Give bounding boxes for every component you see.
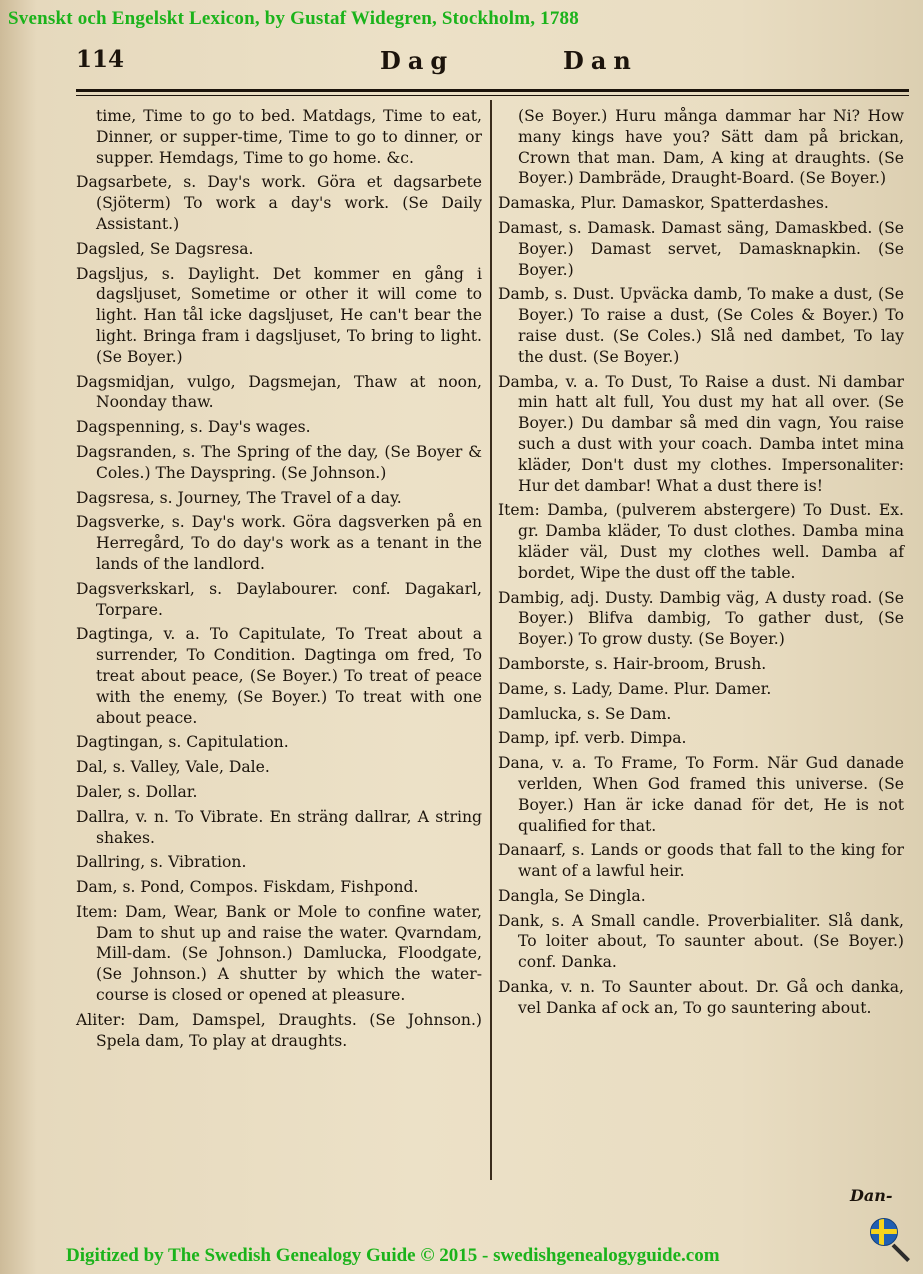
digitization-banner: Svenskt och Engelskt Lexicon, by Gustaf Widegren, Stockholm, 1788 — [8, 8, 579, 29]
entry-damba: Damba, v. a. To Dust, To Raise a dust. Ni dambar min hatt alt full, You dust my hat all over. (Se Boyer.) Du dambar så med din vagn, You raise such a dust with your coach. Damba intet mina kläder, Don't dust my clothes. Impersonaliter: Hur det dambar! What a dust there is! — [498, 372, 904, 495]
entry-damba-item: Item: Damba, (pulverem abstergere) To Dust. Ex. gr. Damba kläder, To dust clothes. Damba mina kläder väl, Dust my clothes well. Damba af bordet, Wipe the dust off the table. — [498, 501, 904, 582]
entry-dagspenning: Dagspenning, s. Day's wages. — [76, 418, 311, 437]
entry-dangla: Dangla, Se Dingla. — [498, 886, 646, 905]
header-rule-thin — [76, 95, 909, 96]
entry-continuation: time, Time to go to bed. Matdags, Time to eat, Dinner, or supper-time, Time to go to dinner, or supper. Hemdags, Time to go home. &c. — [96, 107, 482, 167]
digitization-footer: Digitized by The Swedish Genealogy Guide © 2015 - swedishgenealogyguide.com — [66, 1245, 720, 1266]
entry-dana: Dana, v. a. To Frame, To Form. När Gud danade verlden, When God framed this universe. (Se Boyer.) Han är icke danad för det, He is not qualified for that. — [498, 754, 904, 835]
entry-dallring: Dallring, s. Vibration. — [76, 853, 247, 872]
entry-continuation: (Se Boyer.) Huru många dammar har Ni? How many kings have you? Sätt dam på brickan, Crown that man. Dam, A king at draughts. (Se Boyer.) Dambräde, Draught-Board. (Se Boyer.) — [518, 107, 904, 188]
entry-danka: Danka, v. n. To Saunter about. Dr. Gå och danka, vel Danka af ock an, To go sauntering about. — [498, 978, 904, 1017]
entry-damlucka: Damlucka, s. Se Dam. — [498, 704, 672, 723]
magnifier-handle-icon — [892, 1244, 910, 1262]
entry-dam-aliter: Aliter: Dam, Damspel, Draughts. (Se Johnson.) Spela dam, To play at draughts. — [76, 1010, 482, 1050]
entry-daler: Daler, s. Dollar. — [76, 782, 198, 801]
entry-dagsmidjan: Dagsmidjan, vulgo, Dagsmejan, Thaw at noon, Noonday thaw. — [76, 372, 482, 412]
entry-dagsarbete: Dagsarbete, s. Day's work. Göra et dagsarbete (Sjöterm) To work a day's work. (Se Daily Assistant.) — [76, 173, 482, 233]
catchword: Dan- — [850, 1186, 893, 1205]
page-number: 114 — [76, 46, 125, 73]
entry-dambig: Dambig, adj. Dusty. Dambig väg, A dusty road. (Se Boyer.) Blifva dambig, To gather dust, (Se Boyer.) To grow dusty. (Se Boyer.) — [498, 588, 904, 649]
left-column — [76, 106, 482, 1055]
entry-dallra: Dallra, v. n. To Vibrate. En sträng dallrar, A string shakes. — [76, 807, 482, 847]
entry-danaarf: Danaarf, s. Lands or goods that fall to the king for want of a lawful heir. — [498, 841, 904, 881]
column-divider — [490, 100, 492, 1180]
entry-damast: Damast, s. Damask. Damast säng, Damaskbed. (Se Boyer.) Damast servet, Damasknapkin. (Se Boyer.) — [498, 218, 904, 279]
entry-dal: Dal, s. Valley, Vale, Dale. — [76, 758, 270, 777]
entry-dam: Dam, s. Pond, Compos. Fiskdam, Fishpond. — [76, 878, 419, 897]
swedish-flag-magnifier-icon — [870, 1218, 898, 1246]
entry-dagtingan: Dagtingan, s. Capitulation. — [76, 733, 289, 752]
entry-dank: Dank, s. A Small candle. Proverbialiter. Slå dank, To loiter about, To saunter about. (Se Boyer.) conf. Danka. — [498, 911, 904, 972]
right-column — [498, 106, 904, 1023]
left-guide-word: Dag — [380, 46, 455, 75]
entry-dagsverkskarl: Dagsverkskarl, s. Daylabourer. conf. Dagakarl, Torpare. — [76, 579, 482, 619]
entry-dagsresa: Dagsresa, s. Journey, The Travel of a day. — [76, 488, 402, 507]
entry-dagsverke: Dagsverke, s. Day's work. Göra dagsverken på en Herregård, To do day's work as a tenant in the lands of the landlord. — [76, 513, 482, 573]
entry-damaska: Damaska, Plur. Damaskor, Spatterdashes. — [498, 194, 829, 213]
header-rule-thick — [76, 89, 909, 92]
entry-damb: Damb, s. Dust. Upväcka damb, To make a dust, (Se Boyer.) To raise a dust, (Se Coles & Boyer.) To raise dust. (Se Coles.) Slå ned dambet, To lay the dust. (Se Boyer.) — [498, 285, 904, 366]
entry-dagsljus: Dagsljus, s. Daylight. Det kommer en gång i dagsljuset, Sometime or other it will come to light. Han tål icke dagsljuset, He can't bear the light. Bringa fram i dagsljuset, To bring to light. (Se Boyer.) — [76, 264, 482, 366]
entry-dagsled: Dagsled, Se Dagsresa. — [76, 239, 254, 258]
entry-dagsranden: Dagsranden, s. The Spring of the day, (Se Boyer & Coles.) The Dayspring. (Se Johnson.) — [76, 442, 482, 482]
entry-dam-item: Item: Dam, Wear, Bank or Mole to confine water, Dam to shut up and raise the water. Qvarndam, Mill-dam. (Se Johnson.) Damlucka, Floodgate, (Se Johnson.) A shutter by which the water-course is closed or opened at pleasure. — [76, 902, 482, 1005]
entry-damp: Damp, ipf. verb. Dimpa. — [498, 729, 687, 748]
entry-dagtinga: Dagtinga, v. a. To Capitulate, To Treat about a surrender, To Condition. Dagtinga om fred, To treat about peace, (Se Boyer.) To treat of peace with the enemy, (Se Boyer.) To treat with one about peace. — [76, 625, 482, 727]
entry-dame: Dame, s. Lady, Dame. Plur. Damer. — [498, 679, 772, 698]
right-guide-word: Dan — [563, 46, 638, 75]
entry-damborste: Damborste, s. Hair-broom, Brush. — [498, 654, 767, 673]
